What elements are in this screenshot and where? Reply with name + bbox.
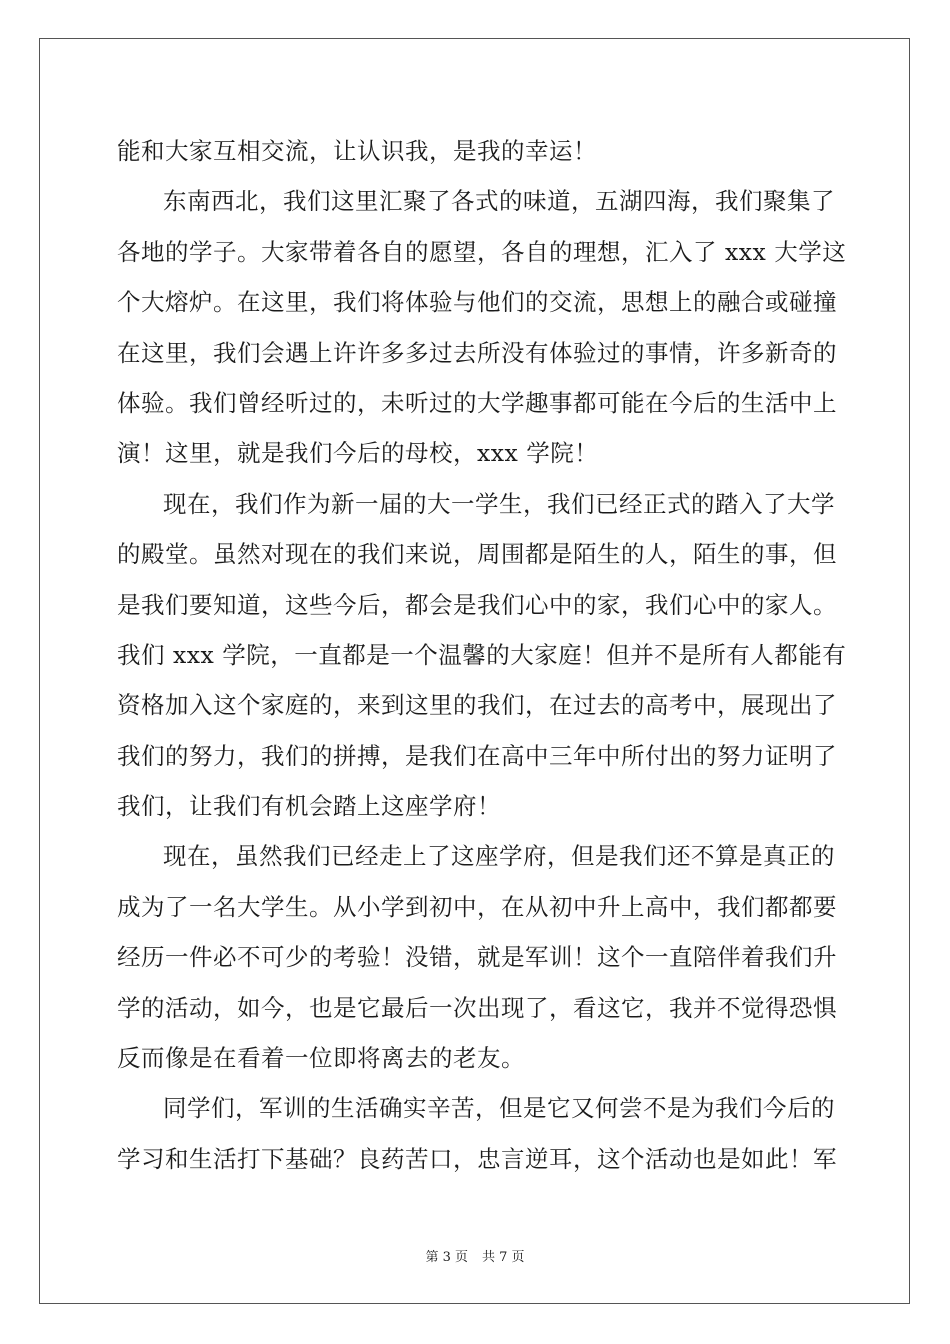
paragraph-line: 东南西北，我们这里汇聚了各式的味道，五湖四海，我们聚集了: [163, 187, 835, 216]
paragraph-line: 同学们，军训的生活确实辛苦，但是它又何尝不是为我们今后的: [163, 1094, 835, 1123]
paragraph-line: 学习和生活打下基础？良药苦口，忠言逆耳，这个活动也是如此！军: [117, 1144, 837, 1173]
paragraph-line: 体验。我们曾经听过的，未听过的大学趣事都可能在今后的生活中上: [117, 388, 837, 417]
paragraph-line: 的殿堂。虽然对现在的我们来说，周围都是陌生的人，陌生的事，但: [117, 540, 837, 569]
paragraph-line: 我们 xxx 学院，一直都是一个温馨的大家庭！但并不是所有人都能有: [117, 640, 847, 669]
paragraph-line: 各地的学子。大家带着各自的愿望，各自的理想，汇入了 xxx 大学这: [117, 237, 847, 266]
page-number: 第 3 页: [425, 1250, 468, 1265]
paragraph-line: 个大熔炉。在这里，我们将体验与他们的交流，思想上的融合或碰撞: [117, 288, 837, 317]
paragraph-line: 现在，我们作为新一届的大一学生，我们已经正式的踏入了大学: [163, 489, 835, 518]
paragraph-line: 学的活动，如今，也是它最后一次出现了，看这它，我并不觉得恐惧: [117, 993, 837, 1022]
paragraph-line: 现在，虽然我们已经走上了这座学府，但是我们还不算是真正的: [163, 842, 835, 871]
paragraph-line: 在这里，我们会遇上许许多多过去所没有体验过的事情，许多新奇的: [117, 338, 837, 367]
paragraph-line: 我们，让我们有机会踏上这座学府！: [117, 792, 501, 821]
page-total: 共 7 页: [482, 1250, 525, 1265]
paragraph-line: 能和大家互相交流，让认识我，是我的幸运！: [117, 137, 597, 165]
paragraph-line: 反而像是在看着一位即将离去的老友。: [117, 1044, 525, 1073]
paragraph-line: 演！这里，就是我们今后的母校，xxx 学院！: [117, 439, 599, 468]
paragraph-line: 是我们要知道，这些今后，都会是我们心中的家，我们心中的家人。: [117, 590, 837, 619]
paragraph-line: 资格加入这个家庭的，来到这里的我们，在过去的高考中，展现出了: [117, 691, 837, 720]
document-body: [117, 126, 847, 1184]
paragraph-line: 经历一件必不可少的考验！没错，就是军训！这个一直陪伴着我们升: [117, 943, 837, 972]
page-footer: [0, 1246, 950, 1265]
paragraph-line: 我们的努力，我们的拼搏，是我们在高中三年中所付出的努力证明了: [117, 741, 837, 770]
paragraph-line: 成为了一名大学生。从小学到初中，在从初中升上高中，我们都都要: [117, 892, 837, 921]
